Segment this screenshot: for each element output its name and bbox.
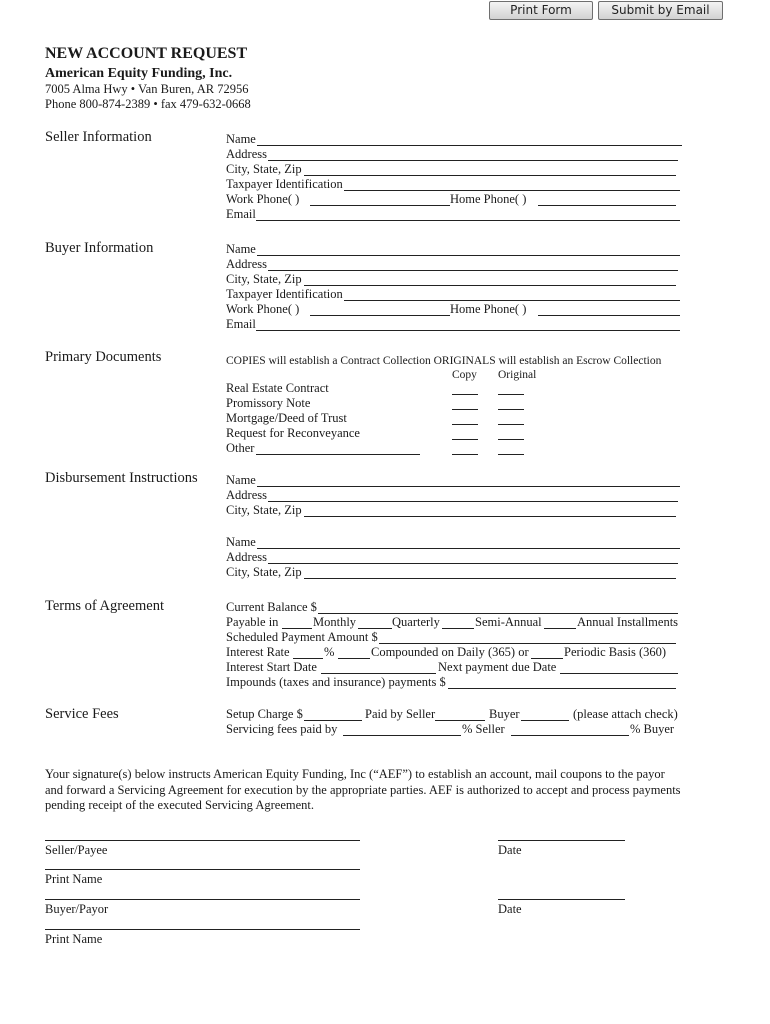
documents-section-heading: Primary Documents [45, 349, 162, 365]
doc-copy-line[interactable] [452, 409, 478, 410]
impounds-field[interactable] [226, 675, 676, 690]
scheduled-payment-line [379, 643, 676, 644]
doc-other-line[interactable] [256, 454, 420, 455]
disb1-address-label: Address [226, 488, 267, 502]
setup-charge-label: Setup Charge $ [226, 707, 303, 721]
seller-signature-line[interactable] [45, 840, 360, 841]
doc-item-promissory[interactable] [226, 396, 526, 411]
compounded-daily-line[interactable] [338, 658, 370, 659]
buyer-name-line [257, 255, 680, 256]
buyer-percent-line[interactable] [511, 735, 629, 736]
seller-email-label: Email [226, 207, 256, 221]
buyer-taxpayer-label: Taxpayer Identification [226, 287, 343, 301]
buyer-section-heading: Buyer Information [45, 240, 154, 256]
documents-note: COPIES will establish a Contract Collection ORIGINALS will establish an Escrow Collection [226, 355, 662, 367]
submit-by-email-button[interactable]: Submit by Email [598, 1, 723, 20]
disbursement-section-heading: Disbursement Instructions [45, 470, 198, 486]
interest-rate-field[interactable] [226, 645, 668, 660]
buyer-name-field[interactable] [226, 242, 680, 257]
documents-original-header: Original [498, 369, 537, 381]
print-name-label-1: Print Name [45, 872, 103, 886]
disb2-city-label: City, State, Zip [226, 565, 302, 579]
print-name-line-1[interactable] [45, 869, 360, 870]
disb2-city-line [304, 578, 676, 579]
doc-item-label: Request for Reconveyance [226, 426, 360, 440]
paid-by-buyer-label: Buyer [489, 707, 520, 721]
buyer-phone-field[interactable] [226, 302, 680, 317]
disb1-name-field[interactable] [226, 473, 680, 488]
terms-section-heading: Terms of Agreement [45, 598, 164, 614]
current-balance-label: Current Balance $ [226, 600, 317, 614]
payable-in-field[interactable] [226, 615, 682, 630]
attach-check-note: (please attach check) [573, 707, 678, 721]
form-title: NEW ACCOUNT REQUEST [45, 45, 248, 62]
disb1-city-line [304, 516, 676, 517]
disb2-city-field[interactable] [226, 565, 676, 580]
interest-start-label: Interest Start Date [226, 660, 317, 674]
doc-item-other[interactable] [226, 441, 526, 456]
seller-date-line[interactable] [498, 840, 625, 841]
servicing-fees-label: Servicing fees paid by [226, 722, 338, 736]
buyer-home-phone-label: Home Phone( ) [450, 302, 527, 316]
doc-copy-line[interactable] [452, 454, 478, 455]
fees-section-heading: Service Fees [45, 706, 119, 722]
periodic-label: Periodic Basis (360) [564, 645, 667, 659]
seller-date-label: Date [498, 843, 522, 857]
next-payment-label: Next payment due Date [438, 660, 557, 674]
seller-home-phone-label: Home Phone( ) [450, 192, 527, 206]
paid-by-seller-line[interactable] [435, 720, 485, 721]
buyer-city-field[interactable] [226, 272, 676, 287]
doc-item-label: Promissory Note [226, 396, 311, 410]
seller-address-line [268, 160, 678, 161]
seller-work-phone-line [310, 205, 450, 206]
buyer-address-line [268, 270, 678, 271]
doc-original-line[interactable] [498, 439, 524, 440]
seller-city-field[interactable] [226, 162, 676, 177]
payable-in-label: Payable in [226, 615, 279, 629]
seller-email-line [256, 220, 680, 221]
disb1-name-label: Name [226, 473, 256, 487]
doc-original-line[interactable] [498, 394, 524, 395]
annual-line[interactable] [544, 628, 576, 629]
doc-item-label: Other [226, 441, 255, 455]
quarterly-line[interactable] [358, 628, 392, 629]
semi-annual-line[interactable] [442, 628, 474, 629]
doc-original-line[interactable] [498, 454, 524, 455]
seller-home-phone-line [538, 205, 676, 206]
quarterly-label: Quarterly [392, 615, 440, 629]
paid-by-buyer-line[interactable] [521, 720, 569, 721]
print-name-line-2[interactable] [45, 929, 360, 930]
scheduled-payment-field[interactable] [226, 630, 676, 645]
doc-copy-line[interactable] [452, 394, 478, 395]
disb1-city-field[interactable] [226, 503, 676, 518]
documents-copy-header: Copy [452, 369, 477, 381]
scheduled-payment-label: Scheduled Payment Amount $ [226, 630, 378, 644]
setup-charge-line[interactable] [304, 720, 362, 721]
seller-name-field[interactable] [226, 132, 682, 147]
buyer-email-line [256, 330, 680, 331]
disb2-address-line [268, 563, 678, 564]
disb1-address-line [268, 501, 678, 502]
monthly-label: Monthly [313, 615, 357, 629]
agreement-text: Your signature(s) below instructs American Equity Funding, Inc (“AEF”) to establish an account, mail coupons to the payor and forward a Servicing Agreement for execution by the appropriate parties. AEF is authorized to accept and process payments pending receipt of the executed Servicing Agreement. [45, 767, 681, 812]
percent-sign: % [324, 645, 335, 659]
buyer-date-label: Date [498, 902, 522, 916]
company-address: 7005 Alma Hwy • Van Buren, AR 72956 [45, 82, 249, 96]
disb2-name-line [257, 548, 680, 549]
buyer-payor-label: Buyer/Payor [45, 902, 109, 916]
buyer-email-field[interactable] [226, 317, 680, 332]
buyer-work-phone-line [310, 315, 450, 316]
monthly-line[interactable] [282, 628, 312, 629]
interest-rate-label: Interest Rate [226, 645, 290, 659]
percent-seller-label: % Seller [462, 722, 505, 736]
doc-item-mortgage[interactable] [226, 411, 526, 426]
buyer-date-line[interactable] [498, 899, 625, 900]
annual-label: Annual Installments [577, 615, 679, 629]
servicing-fees-field[interactable] [226, 722, 682, 737]
seller-name-label: Name [226, 132, 256, 146]
disb2-name-field[interactable] [226, 535, 680, 550]
seller-taxpayer-line [344, 190, 680, 191]
buyer-taxpayer-field[interactable] [226, 287, 680, 302]
doc-copy-line[interactable] [452, 424, 478, 425]
semi-annual-label: Semi-Annual [475, 615, 542, 629]
seller-payee-label: Seller/Payee [45, 843, 108, 857]
current-balance-field[interactable] [226, 600, 678, 615]
seller-address-field[interactable] [226, 147, 678, 162]
interest-rate-line[interactable] [293, 658, 323, 659]
buyer-taxpayer-line [344, 300, 680, 301]
seller-address-label: Address [226, 147, 267, 161]
percent-buyer-label: % Buyer [630, 722, 675, 736]
setup-charge-field[interactable] [226, 707, 682, 722]
buyer-city-label: City, State, Zip [226, 272, 302, 286]
disb1-city-label: City, State, Zip [226, 503, 302, 517]
print-form-button[interactable]: Print Form [489, 1, 593, 20]
periodic-line[interactable] [531, 658, 563, 659]
buyer-home-phone-line [538, 315, 680, 316]
doc-copy-line[interactable] [452, 439, 478, 440]
seller-email-field[interactable] [226, 207, 680, 222]
doc-item-reconveyance[interactable] [226, 426, 526, 441]
doc-original-line[interactable] [498, 409, 524, 410]
buyer-signature-line[interactable] [45, 899, 360, 900]
seller-section-heading: Seller Information [45, 129, 152, 145]
seller-city-line [304, 175, 676, 176]
seller-taxpayer-field[interactable] [226, 177, 680, 192]
seller-taxpayer-label: Taxpayer Identification [226, 177, 343, 191]
disb2-address-field[interactable] [226, 550, 678, 565]
seller-phone-field[interactable] [226, 192, 676, 207]
disb2-address-label: Address [226, 550, 267, 564]
doc-item-label: Mortgage/Deed of Trust [226, 411, 347, 425]
impounds-line [448, 688, 676, 689]
buyer-address-label: Address [226, 257, 267, 271]
company-phone: Phone 800-874-2389 • fax 479-632-0668 [45, 97, 251, 111]
buyer-name-label: Name [226, 242, 256, 256]
doc-item-label: Real Estate Contract [226, 381, 329, 395]
interest-start-line[interactable] [321, 673, 436, 674]
seller-percent-line[interactable] [343, 735, 461, 736]
next-payment-line[interactable] [560, 673, 678, 674]
disb1-address-field[interactable] [226, 488, 678, 503]
buyer-email-label: Email [226, 317, 256, 331]
company-name: American Equity Funding, Inc. [45, 66, 233, 81]
buyer-city-line [304, 285, 676, 286]
disb1-name-line [257, 486, 680, 487]
buyer-address-field[interactable] [226, 257, 678, 272]
paid-by-seller-label: Paid by Seller [365, 707, 436, 721]
impounds-label: Impounds (taxes and insurance) payments $ [226, 675, 446, 689]
doc-original-line[interactable] [498, 424, 524, 425]
buyer-work-phone-label: Work Phone( ) [226, 302, 300, 316]
interest-start-field[interactable] [226, 660, 678, 675]
current-balance-line [318, 613, 678, 614]
seller-city-label: City, State, Zip [226, 162, 302, 176]
print-name-label-2: Print Name [45, 932, 103, 946]
disb2-name-label: Name [226, 535, 256, 549]
compounded-label: Compounded on Daily (365) or [371, 645, 529, 659]
seller-work-phone-label: Work Phone( ) [226, 192, 300, 206]
doc-item-real-estate[interactable] [226, 381, 526, 396]
seller-name-line [257, 145, 682, 146]
